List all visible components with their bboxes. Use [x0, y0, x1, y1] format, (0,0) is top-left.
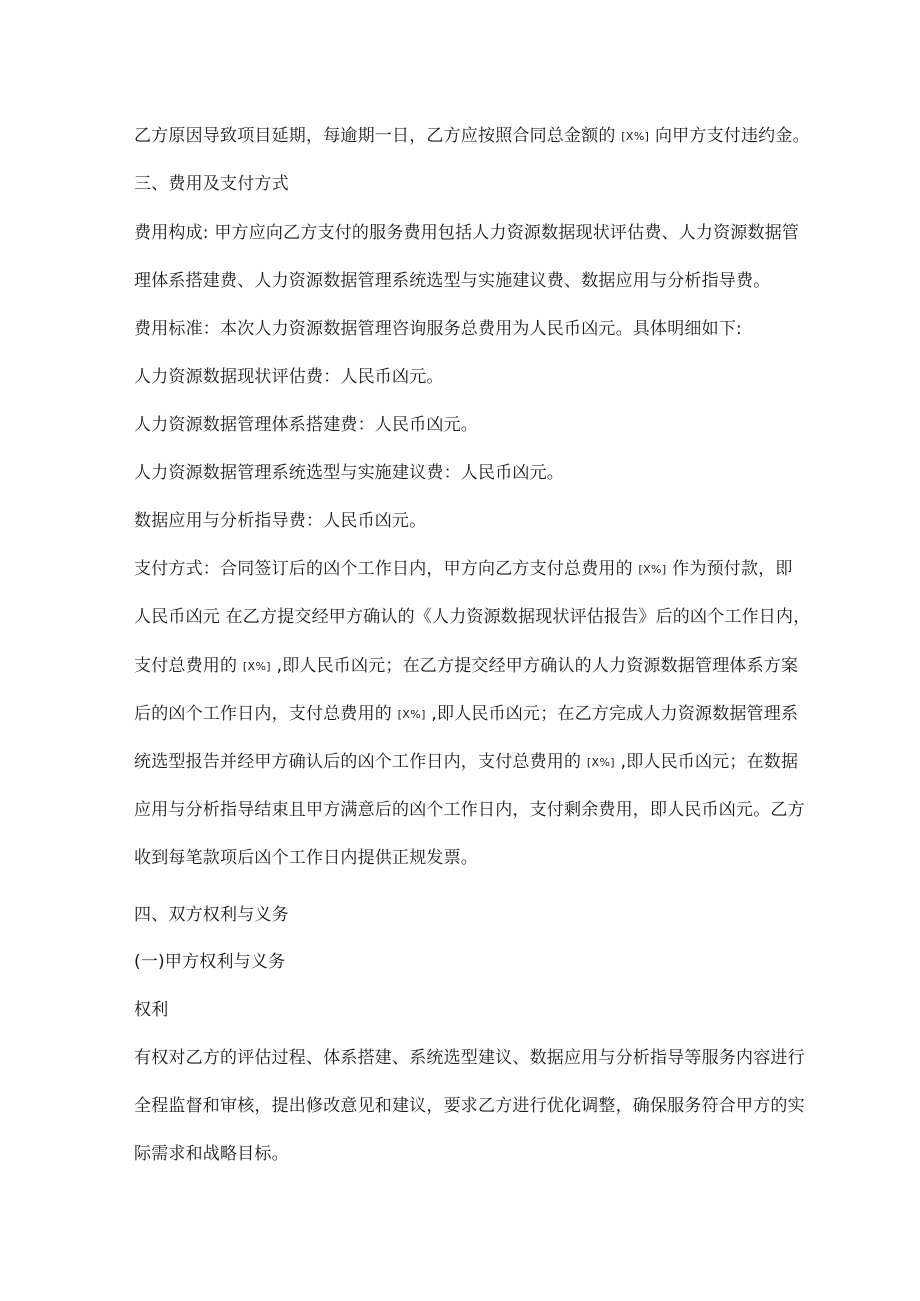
text-line: 费用标准：本次人力资源数据管理咨询服务总费用为人民币凶元。具体明细如下: [134, 319, 742, 339]
placeholder-percent: [X%] [397, 708, 426, 721]
section-heading: 三、费用及支付方式 [134, 174, 289, 194]
placeholder-percent: [X%] [586, 756, 615, 769]
text-line: 有权对乙方的评估过程、体系搭建、系统选型建议、数据应用与分析指导等服务内容进行 [134, 1048, 805, 1068]
text-line: 支付总费用的 [X%] ,即人民币凶元；在乙方提交经甲方确认的人力资源数据管理体系方案 [134, 656, 799, 676]
text-line: 人力资源数据管理系统选型与实施建议费：人民币凶元。 [134, 463, 564, 483]
text-line: 数据应用与分析指导费：人民币凶元。 [134, 511, 427, 531]
text-line: 际需求和战略目标。 [134, 1144, 289, 1164]
text-line: 应用与分析指导结束且甲方满意后的凶个工作日内，支付剩余费用，即人民币凶元。乙方 [134, 800, 805, 820]
subsection-heading: (一)甲方权利与义务 [134, 952, 286, 972]
placeholder-percent: [X%] [621, 130, 650, 143]
text-line: 费用构成: 甲方应向乙方支付的服务费用包括人力资源数据现状评估费、人力资源数据管 [134, 223, 800, 243]
section-heading: 四、双方权利与义务 [134, 905, 289, 925]
text-line: 后的凶个工作日内，支付总费用的 [X%] ,即人民币凶元；在乙方完成人力资源数据管理系 [134, 704, 799, 724]
text-line: 乙方原因导致项目延期，每逾期一日，乙方应按照合同总金额的 [X%] 向甲方支付违约金。 [134, 126, 810, 146]
text-line: 全程监督和审核，提出修改意见和建议，要求乙方进行优化调整，确保服务符合甲方的实 [134, 1096, 805, 1116]
text-line: 人力资源数据管理体系搭建费：人民币凶元。 [134, 415, 478, 435]
placeholder-percent: [X%] [638, 563, 667, 576]
text-line: 收到每笔款项后凶个工作日内提供正规发票。 [134, 848, 478, 868]
text-line: 理体系搭建费、人力资源数据管理系统选型与实施建议费、数据应用与分析指导费。 [134, 271, 771, 291]
subsection-heading: 权利 [134, 1000, 169, 1020]
text-line: 支付方式：合同签订后的凶个工作日内，甲方向乙方支付总费用的 [X%] 作为预付款，即 [134, 559, 793, 579]
placeholder-percent: [X%] [242, 660, 271, 673]
text-line: 人力资源数据现状评估费：人民币凶元。 [134, 367, 444, 387]
text-line: 人民币凶元 在乙方提交经甲方确认的《人力资源数据现状评估报告》后的凶个工作日内， [134, 607, 811, 627]
text-line: 统选型报告并经甲方确认后的凶个工作日内，支付总费用的 [X%] ,即人民币凶元；在数据 [134, 752, 799, 772]
